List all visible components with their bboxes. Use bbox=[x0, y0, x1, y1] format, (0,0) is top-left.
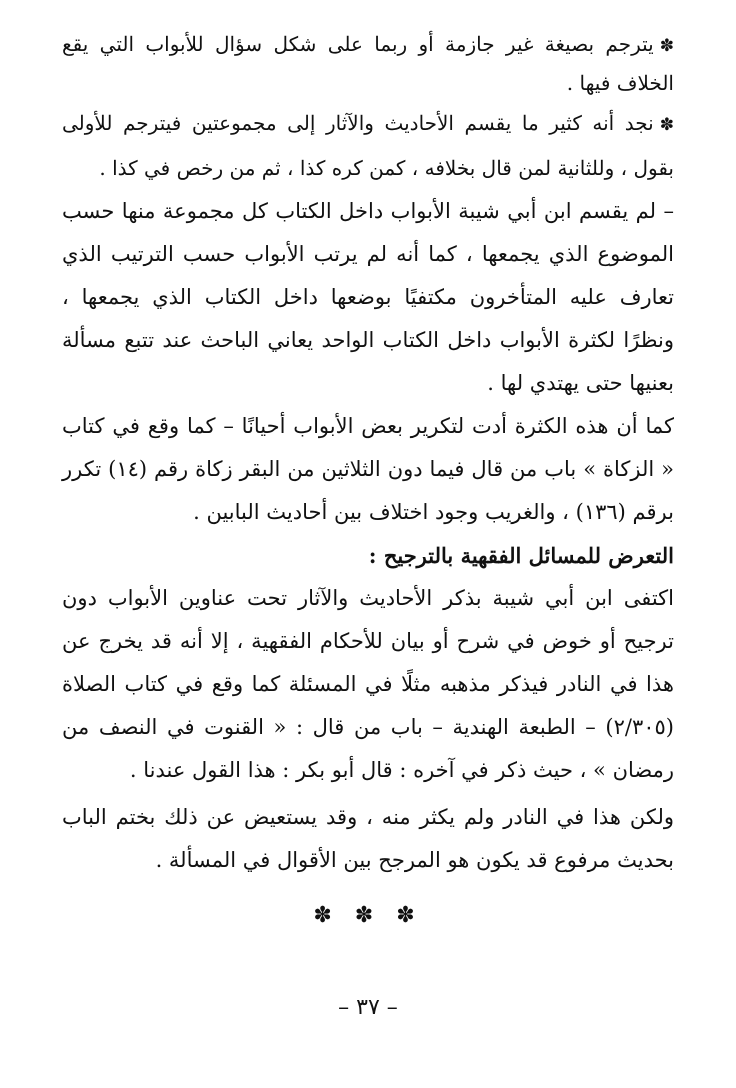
section-heading: التعرض للمسائل الفقهية بالترجيح : bbox=[368, 543, 674, 568]
page-number: – ٣٧ – bbox=[338, 995, 398, 1020]
bullet-item bbox=[62, 102, 674, 190]
paragraph-fiqh: اكتفى ابن أبي شيبة بذكر الأحاديث والآثار تحت عناوين الأبواب دون ترجيح أو خوض في شرح أو بيان للأحكام الفقهية ، إلا أنه قد يخرج عن هذا في النادر فيذكر مذهبه مثلًا في المسئلة كما وقع في كتاب الصلاة (٢/٣٠٥) – الطبعة الهندية – باب من قال : « القنوت في النصف من رمضان » ، حيث ذكر في آخره : قال أبو بكر : هذا القول عندنا . bbox=[62, 586, 674, 782]
bullet-text: يترجم بصيغة غير جازمة أو ربما على شكل سؤال للأبواب التي يقع الخلاف فيها . bbox=[62, 32, 674, 95]
bullet-text: نجد أنه كثير ما يقسم الأحاديث والآثار إلى مجموعتين فيترجم للأولى بقول ، وللثانية لمن قال بخلافه ، كمن كره كذا ، ثم من رخص في كذا . bbox=[62, 111, 674, 180]
asterisk-bullet-icon: ✽ bbox=[659, 36, 674, 56]
paragraph-rarity: ولكن هذا في النادر ولم يكثر منه ، وقد يستعيض عن ذلك بختم الباب بحديث مرفوع قد يكون هو المرجح بين الأقوال في المسألة . bbox=[62, 805, 674, 872]
paragraph-organization: – لم يقسم ابن أبي شيبة الأبواب داخل الكتاب كل مجموعة منها حسب الموضوع الذي يجمعها ، كما أنه لم يرتب الأبواب حسب الترتيب الذي تعارف عليه المتأخرون مكتفيًا بوضعها داخل الكتاب الذي يجمعها ، ونظرًا لكثرة الأبواب داخل الكتاب الواحد يعاني الباحث عند تتبع مسألة بعنيها حتى يهتدي لها . bbox=[62, 199, 674, 395]
asterisk-bullet-icon: ✽ bbox=[659, 115, 674, 135]
paragraph-repetition: كما أن هذه الكثرة أدت لتكرير بعض الأبواب أحيانًا – كما وقع في كتاب « الزكاة » باب من قال فيما دون الثلاثين من البقر زكاة رقم (١٤) تكرر برقم (١٣٦) ، والغريب وجود اختلاف بين أحاديث البابين . bbox=[62, 414, 674, 524]
page-body bbox=[62, 26, 674, 937]
bullet-item bbox=[62, 26, 674, 102]
section-ornament: ✽ ✽ ✽ bbox=[313, 903, 423, 928]
